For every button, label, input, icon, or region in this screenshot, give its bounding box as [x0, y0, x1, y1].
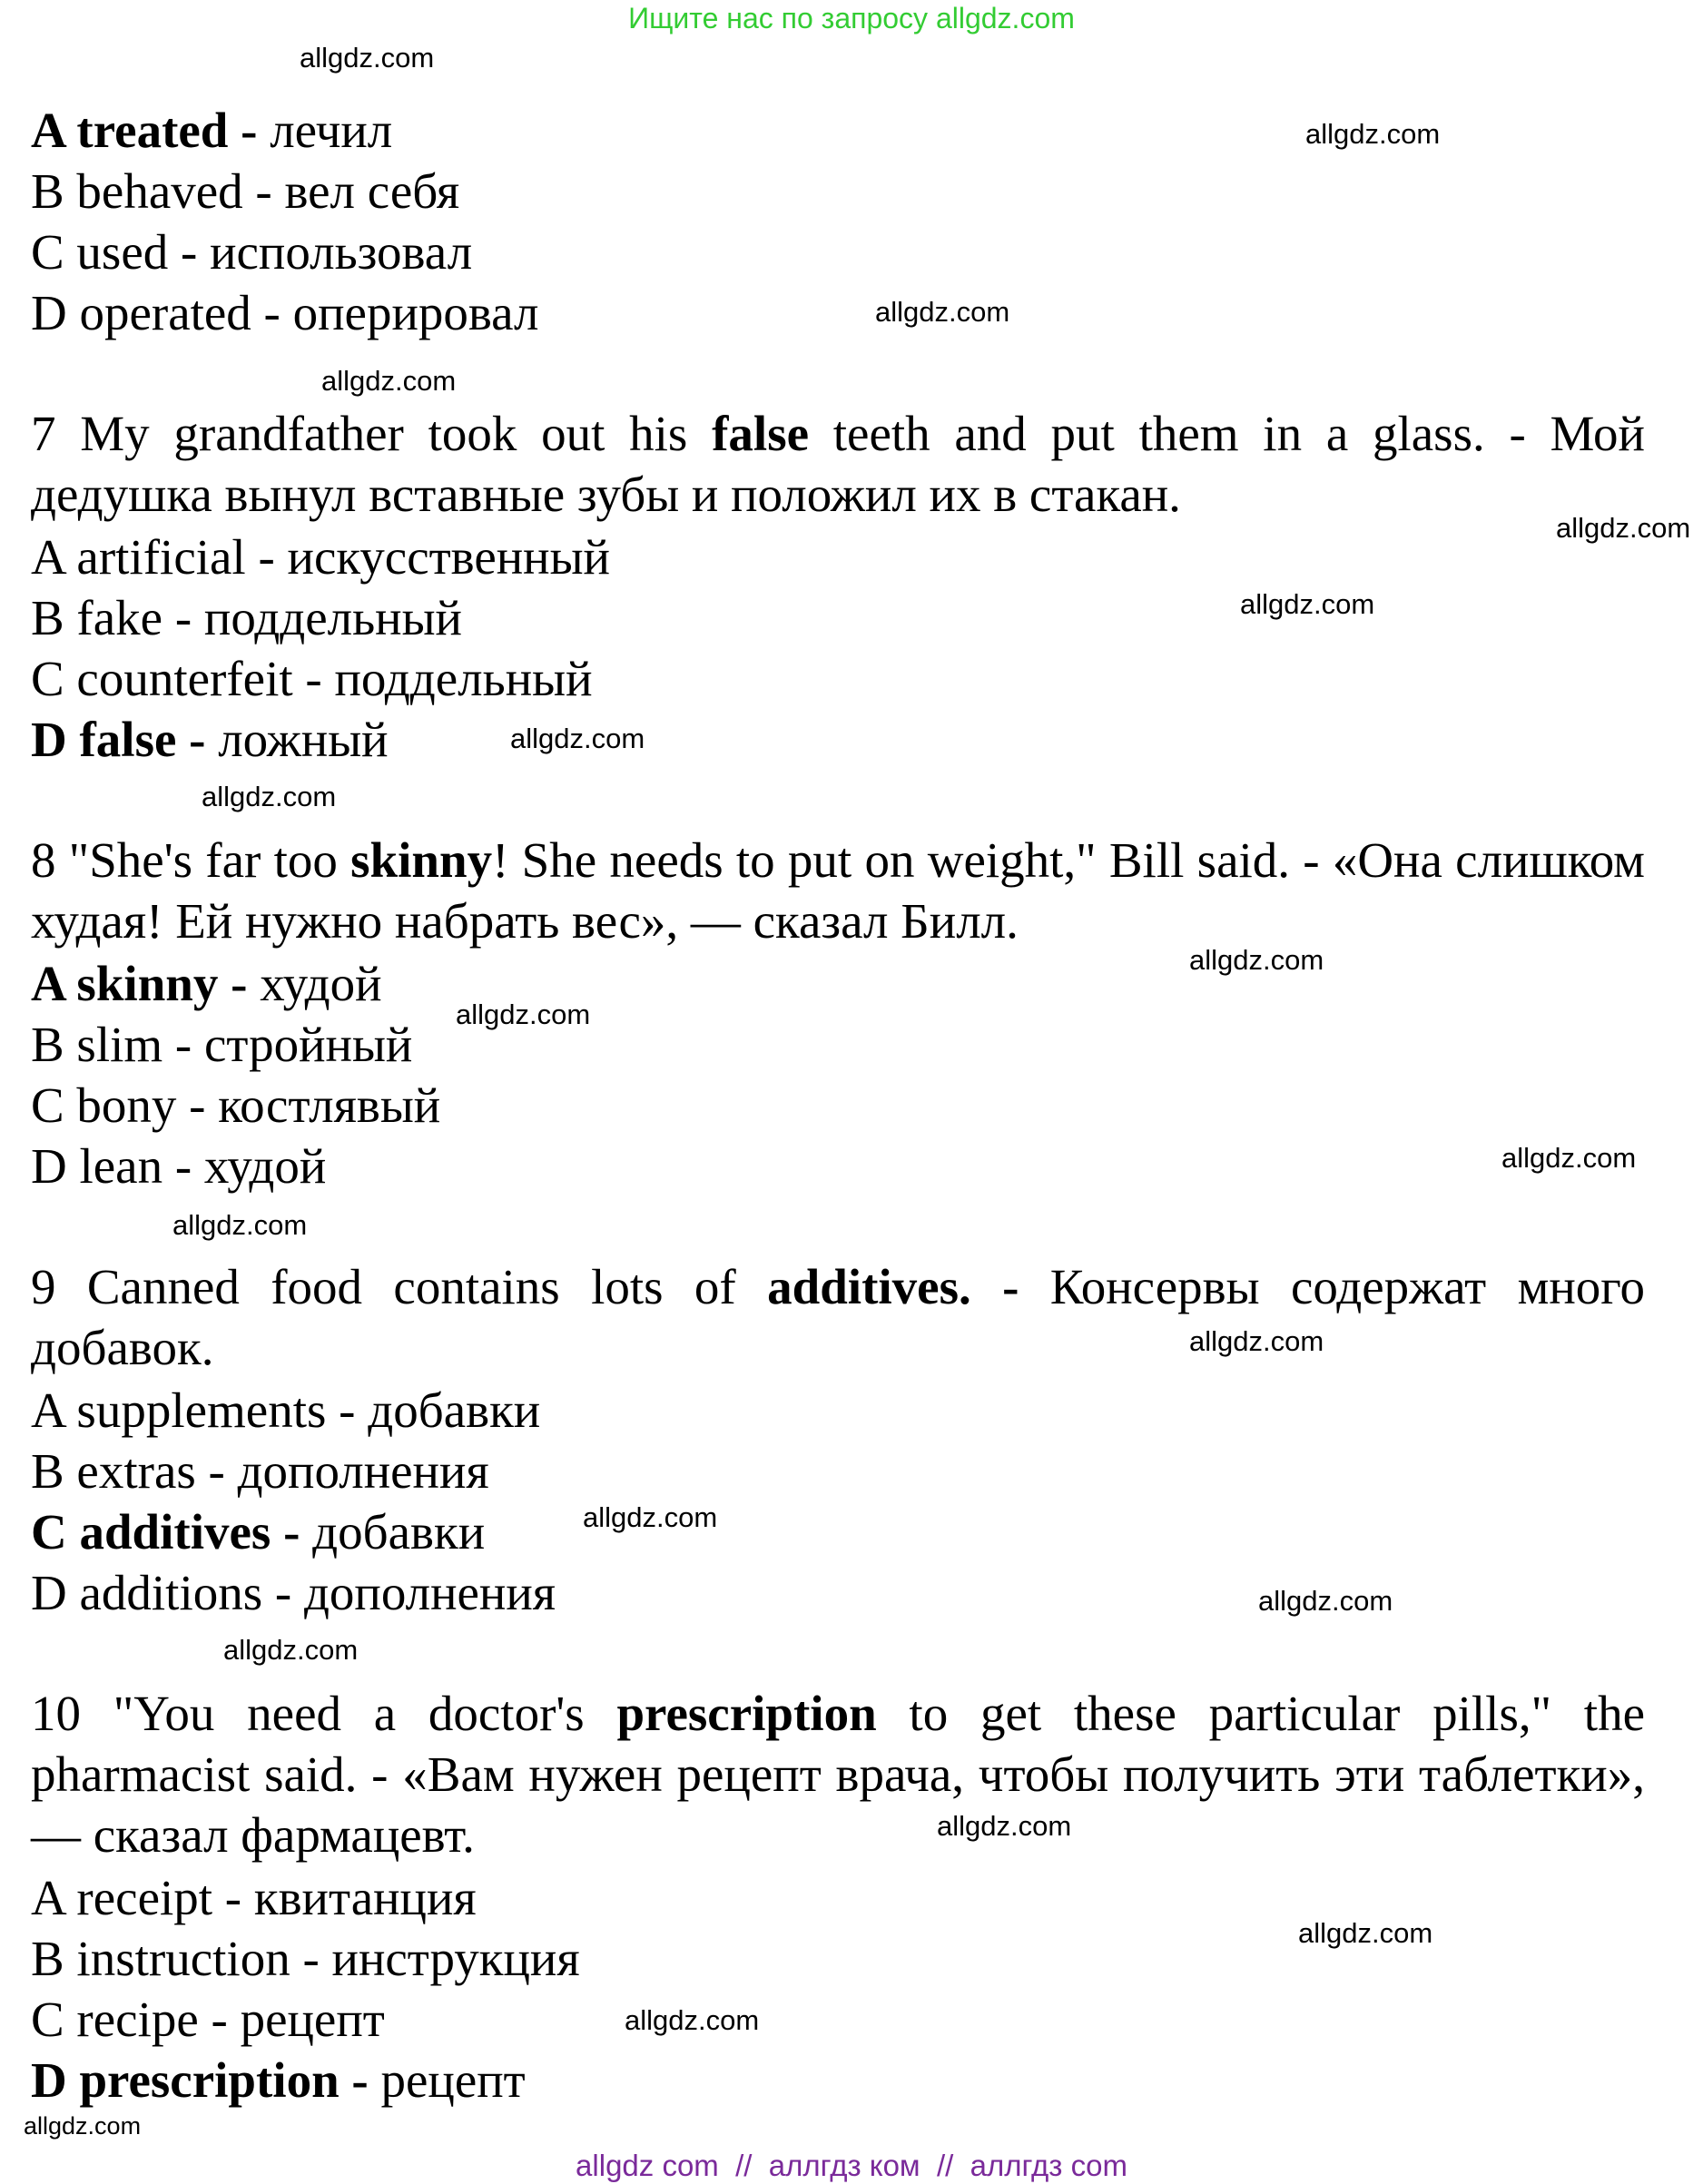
footer-links[interactable]: allgdz com // аллгдз ком // аллгдз com: [576, 2149, 1127, 2182]
watermark: allgdz.com: [321, 365, 457, 397]
question-text: Консервы содержат много добавок.: [31, 1259, 1645, 1375]
option-c-word: C additives -: [31, 1504, 300, 1559]
option-c: C counterfeit - поддельный: [31, 651, 593, 706]
option-b: B extras - дополнения: [31, 1443, 489, 1499]
option-d-translation: рецепт: [368, 2052, 526, 2108]
question-text: 9 Canned food contains lots of: [31, 1259, 768, 1314]
option-a: [31, 100, 392, 161]
option-d: [31, 2050, 526, 2110]
watermark: allgdz.com: [1298, 1917, 1433, 1949]
question-7: [31, 403, 1645, 525]
option-a: A receipt - квитанция: [31, 1870, 477, 1925]
option-a: A supplements - добавки: [31, 1382, 541, 1438]
option-b: B slim - стройный: [31, 1017, 413, 1072]
watermark: allgdz.com: [1189, 1325, 1324, 1357]
question-text: ! She needs to put on weight," Bill said. - «Она слишком худая! Ей нужно набрать вес», — сказал Билл.: [31, 832, 1645, 949]
option-c: C used - использовал: [31, 224, 473, 280]
watermark: allgdz.com: [202, 781, 337, 812]
watermark: allgdz.com: [24, 2112, 142, 2140]
option-a: [31, 953, 382, 1014]
question-8: [31, 830, 1645, 951]
question-keyword: skinny: [350, 832, 493, 888]
question-text: 10 "You need a doctor's: [31, 1686, 617, 1741]
option-d-word: D prescription -: [31, 2052, 369, 2108]
question-10: [31, 1683, 1645, 1865]
option-d: D operated - оперировал: [31, 285, 539, 340]
option-a-translation: лечил: [257, 103, 393, 158]
watermark: allgdz.com: [172, 1209, 308, 1241]
watermark: allgdz.com: [1240, 588, 1375, 620]
watermark: allgdz.com: [1556, 512, 1691, 544]
watermark: allgdz.com: [875, 296, 1010, 328]
watermark: allgdz.com: [1258, 1585, 1393, 1617]
option-c-translation: добавки: [300, 1504, 486, 1559]
watermark: allgdz.com: [1501, 1142, 1637, 1174]
question-keyword: additives. -: [767, 1259, 1019, 1314]
option-a-translation: худой: [247, 956, 382, 1011]
option-a-word: A skinny -: [31, 956, 248, 1011]
option-c: C recipe - рецепт: [31, 1992, 385, 2047]
question-text: 7 My grandfather took out his: [31, 406, 713, 461]
option-d: D additions - дополнения: [31, 1565, 556, 1620]
top-banner[interactable]: Ищите нас по запросу allgdz.com: [628, 2, 1075, 34]
watermark: allgdz.com: [1305, 118, 1441, 150]
question-keyword: prescription: [616, 1686, 877, 1741]
option-a-word: A treated -: [31, 103, 258, 158]
option-b: B instruction - инструкция: [31, 1931, 580, 1986]
watermark: allgdz.com: [583, 1501, 718, 1533]
question-text: teeth and put them in a glass. - Мой дедушка вынул вставные зубы и положил их в стакан.: [31, 406, 1645, 522]
watermark: allgdz.com: [223, 1634, 359, 1666]
option-d: D lean - худой: [31, 1138, 327, 1194]
option-b: B behaved - вел себя: [31, 163, 460, 219]
option-d-translation: ложный: [205, 712, 389, 767]
watermark: allgdz.com: [456, 999, 591, 1030]
watermark: allgdz.com: [937, 1810, 1072, 1842]
option-d-word: D false -: [31, 712, 206, 767]
question-keyword: false: [712, 406, 810, 461]
watermark: allgdz.com: [1189, 944, 1324, 976]
option-c: [31, 1501, 485, 1562]
question-9: [31, 1256, 1645, 1378]
question-text: 8 "She's far too: [31, 832, 351, 888]
question-text: to get these particular pills," the pharmacist said. - «Вам нужен рецепт врача, чтобы получить эти таблетки», — сказал фармацевт.: [31, 1686, 1645, 1863]
option-c: C bony - костлявый: [31, 1077, 441, 1133]
watermark: allgdz.com: [510, 723, 645, 754]
watermark: allgdz.com: [625, 2004, 760, 2036]
option-b: B fake - поддельный: [31, 590, 462, 645]
option-a: A artificial - искусственный: [31, 529, 610, 585]
watermark: allgdz.com: [300, 42, 435, 74]
option-d: [31, 709, 389, 770]
